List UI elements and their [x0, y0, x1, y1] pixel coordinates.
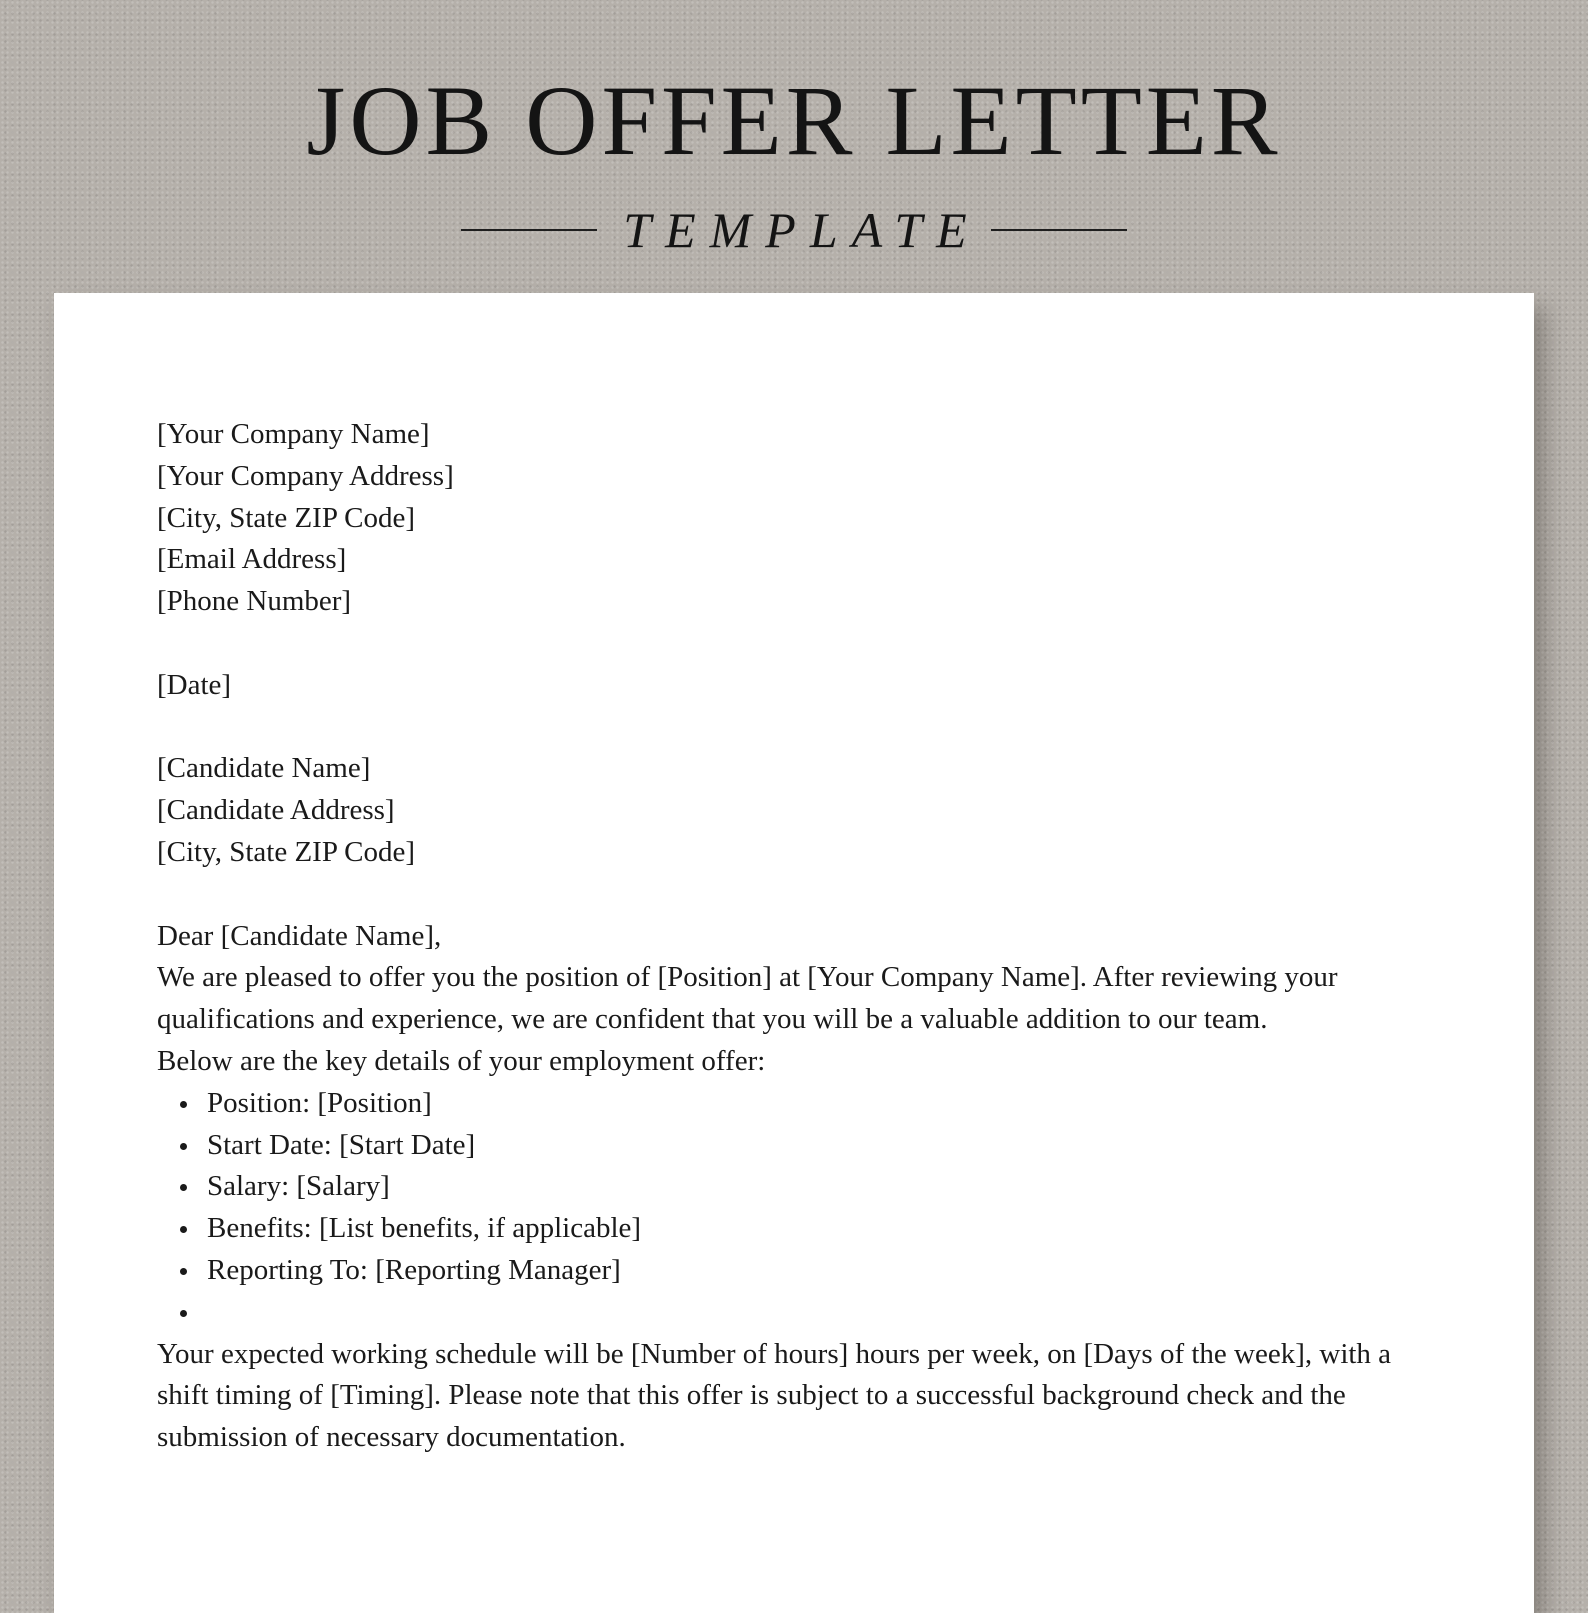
details-intro: Below are the key details of your employment offer:	[157, 1044, 766, 1077]
recipient-city-state-zip: [City, State ZIP Code]	[157, 835, 416, 868]
detail-empty-bullet	[207, 1292, 1417, 1334]
right-divider-rule	[991, 229, 1127, 231]
letter-date: [Date]	[157, 668, 232, 701]
page-subtitle: TEMPLATE	[623, 202, 981, 258]
sender-city-state-zip: [City, State ZIP Code]	[157, 501, 416, 534]
salutation: Dear [Candidate Name],	[157, 919, 442, 952]
sender-email: [Email Address]	[157, 543, 347, 576]
sender-address-block	[157, 414, 1417, 623]
subtitle-row	[0, 200, 1588, 260]
schedule-paragraph: Your expected working schedule will be [Number of hours] hours per week, on [Days of the week], with a shift timing of [Timing]. Please note that this offer is subject to a successful background check and the submission of necessary documentation.	[157, 1337, 1392, 1454]
recipient-address-block	[157, 748, 1417, 873]
detail-benefits: Benefits: [List benefits, if applicable]	[207, 1208, 1417, 1250]
intro-paragraph: We are pleased to offer you the position of [Position] at [Your Company Name]. After reviewing your qualifications and experience, we are confident that you will be a valuable addition to our team.	[157, 961, 1338, 1036]
sender-company-address: [Your Company Address]	[157, 459, 454, 492]
letter-sheet	[54, 293, 1534, 1613]
recipient-name: [Candidate Name]	[157, 752, 371, 785]
date-block	[157, 665, 1417, 707]
left-divider-rule	[461, 229, 597, 231]
detail-position: Position: [Position]	[207, 1083, 1417, 1125]
sender-company-name: [Your Company Name]	[157, 418, 430, 450]
recipient-address: [Candidate Address]	[157, 794, 395, 827]
employment-details-list	[157, 1083, 1417, 1334]
detail-reporting-to: Reporting To: [Reporting Manager]	[207, 1250, 1417, 1292]
page-title: JOB OFFER LETTER	[306, 65, 1282, 176]
letter-content	[157, 414, 1417, 1459]
detail-salary: Salary: [Salary]	[207, 1166, 1417, 1208]
sender-phone: [Phone Number]	[157, 585, 352, 618]
detail-start-date: Start Date: [Start Date]	[207, 1125, 1417, 1167]
